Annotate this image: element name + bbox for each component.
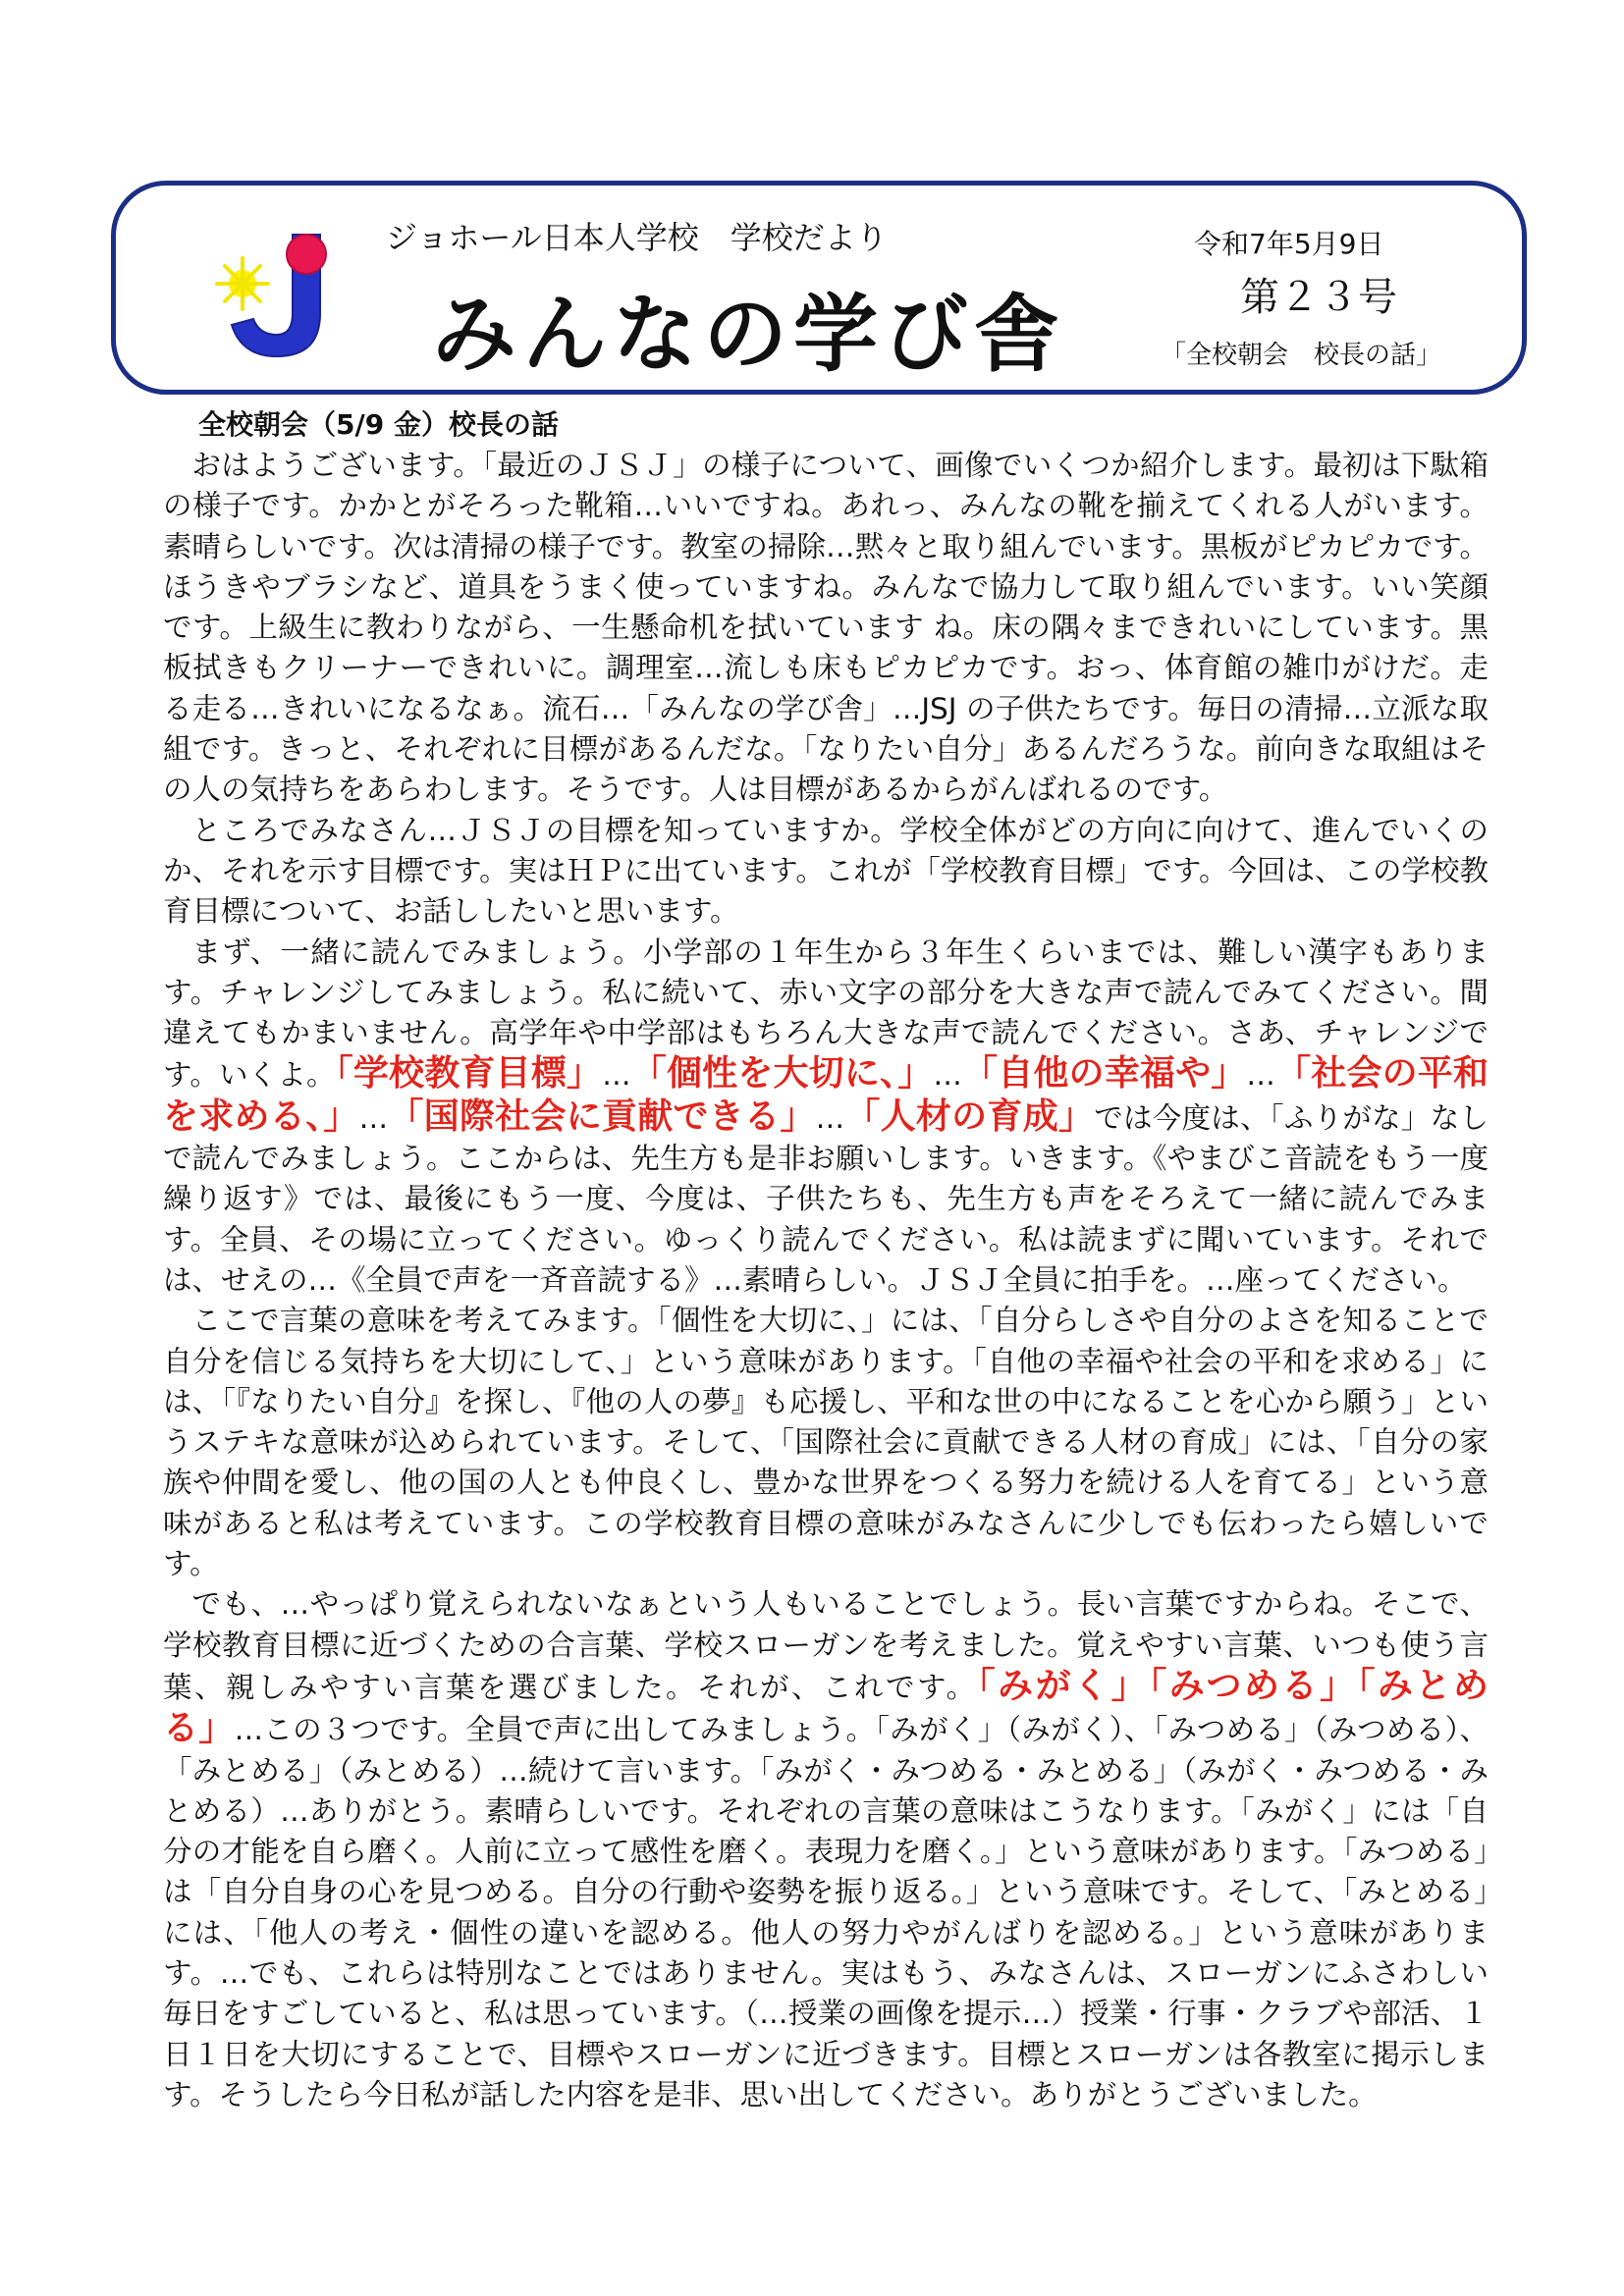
slogan-migaku: 「みがく」 xyxy=(977,1665,1150,1706)
goal-phrase-international: 「国際社会に貢献できる」 xyxy=(388,1095,816,1137)
newsletter-title: みんなの学び舎 xyxy=(432,286,1064,384)
separator: … xyxy=(358,1100,389,1135)
paragraph-slogan xyxy=(163,1584,1489,2115)
paragraph-cleaning: おはようございます。「最近のＪＳＪ」の様子について、画像でいくつか紹介します。最初は下駄箱の様子です。かかとがそろった靴箱…いいですね。あれっ、みんなの靴を揃えてくれる人がいます。素晴らしいです。次は清掃の様子です。教室の掃除…黙々と取り組んでいます。黒板がピカピカです。ほうきやブラシなど、道具をうまく使っていますね。みんなで協力して取り組んでいます。いい笑顔です。上級生に教わりながら、一生懸命机を拭いています ね。床の隅々まできれいにしています。黒板拭きもクリーナーできれいに。調理室…流しも床もピカピカです。おっ、体育館の雑巾がけだ。走る走る…きれいになるなぁ。流石…「みんなの学び舎」…JSJ の子供たちです。毎日の清掃…立派な取組です。きっと、それぞれに目標があるんだな。「なりたい自分」あるんだろうな。前向きな取組はその人の気持ちをあらわします。そうです。人は目標があるからがんばれるのです。 xyxy=(163,449,1489,807)
paragraph-meaning: ここで言葉の意味を考えてみます。「個性を大切に、」には、「自分らしさや自分のよさを知ることで自分を信じる気持ちを大切にして、」という意味があります。「自他の幸福や社会の平和を求める」には、「『なりたい自分』を探し、『他の人の夢』も応援し、平和な世の中になることを心から願う」というステキな意味が込められています。そして、「国際社会に貢献できる人材の育成」には、「自分の家族や仲間を愛し、他の国の人とも仲良くし、豊かな世界をつくる努力を続ける人を育てる」という意味があると私は考えています。この学校教育目標の意味がみなさんに少しでも伝わったら嬉しいです。 xyxy=(163,1304,1489,1581)
goal-phrase-education-goal: 「学校教育目標」 xyxy=(335,1053,603,1095)
masthead xyxy=(111,181,1527,395)
slogan-intro: でも、…やっぱり覚えられないなぁという人もいることでしょう。長い言葉ですからね。そこで、学校教育目標に近づくための合言葉、学校スローガンを考えました。覚えやすい言葉、いつも使う言葉、親しみやすい言葉を選びました。それが、これです。 xyxy=(163,1587,1489,1704)
sun-star-icon xyxy=(217,258,268,309)
reading-intro: まず、一緒に読んでみましょう。小学部の１年生から３年生くらいまでは、難しい漢字もあります。チャレンジしてみましょう。私に続いて、赤い文字の部分を大きな声で読んでみてください。間違えてもかまいません。高学年や中学部はもちろん大きな声で読んでください。さあ、チャレンジです。いくよ。 xyxy=(163,934,1489,1093)
separator: … xyxy=(602,1058,631,1093)
paragraph-school-goal: ところでみなさん…ＪＳＪの目標を知っていますか。学校全体がどの方向に向けて、進んでいくのか、それを示す目標です。実はＨＰに出ています。これが「学校教育目標」です。今回は、この学校教育目標について、お話ししたいと思います。 xyxy=(163,813,1489,929)
separator: … xyxy=(933,1058,962,1093)
separator: … xyxy=(1246,1058,1275,1093)
article-heading: 全校朝会（5/9 金）校長の話 xyxy=(198,408,559,441)
article xyxy=(163,404,1489,2115)
jsj-school-logo xyxy=(198,223,346,370)
issue-date: 令和7年5月9日 xyxy=(1194,228,1384,260)
paragraph-reading-together xyxy=(163,933,1489,1302)
goal-phrase-human-resources: 「人材の育成」 xyxy=(844,1095,1095,1137)
slogan-continuation: …この３つです。全員で声に出してみましょう。「みがく」（みがく）、「みつめる」（みつめる）、「みとめる」（みとめる）…続けて言います。「みがく・みつめる・みとめる」（みがく・みつめる・みとめる）…ありがとう。素晴らしいです。それぞれの言葉の意味はこうなります。「みがく」には「自分の才能を自ら磨く。人前に立って感性を磨く。表現力を磨く。」という意味があります。「みつめる」は「自分自身の心を見つめる。自分の行動や姿勢を振り返る。」という意味です。そして、「みとめる」には、「他人の考え・個性の違いを認める。他人の努力やがんばりを認める。」という意味があります。…でも、これらは特別なことではありません。実はもう、みなさんは、スローガンにふさわしい毎日をすごしていると、私は思っています。（…授業の画像を提示…）授業・行事・クラブや部活、１日１日を大切にすることで、目標やスローガンに近づきます。目標とスローガンは各教室に掲示します。そうしたら今日私が話した内容を是非、思い出してください。ありがとうございました。 xyxy=(163,1713,1489,2111)
separator: … xyxy=(815,1100,845,1135)
goal-phrase-peace: 「社会の平和を求める、」 xyxy=(163,1053,1489,1137)
red-ball-icon xyxy=(287,235,326,274)
goal-phrase-happiness: 「自他の幸福や」 xyxy=(961,1053,1247,1095)
slogan-mitsumeru: 「みつめる」 xyxy=(1149,1665,1358,1706)
issue-number: 第２３号 xyxy=(1240,275,1397,320)
goal-phrase-individuality: 「個性を大切に、」 xyxy=(630,1053,934,1095)
reading-continuation: では今度は、「ふりがな」なしで読んでみましょう。ここからは、先生方も是非お願いします。いきます。《やまびこ音読をもう一度繰り返す》では、最後にもう一度、今度は、子供たちも、先生方も声をそろえて一緒に読んでみます。全員、その場に立ってください。ゆっくり読んでください。私は読まずに聞いています。それでは、せえの…《全員で声を一斉音読する》…素晴らしい。ＪＳＪ全員に拍手を。…座ってください。 xyxy=(163,1100,1489,1297)
newsletter-subtitle: ジョホール日本人学校 学校だより xyxy=(386,219,888,256)
issue-topic: 「全校朝会 校長の話」 xyxy=(1161,341,1442,370)
slogan-mitomeru: 「みとめる」 xyxy=(163,1665,1489,1749)
